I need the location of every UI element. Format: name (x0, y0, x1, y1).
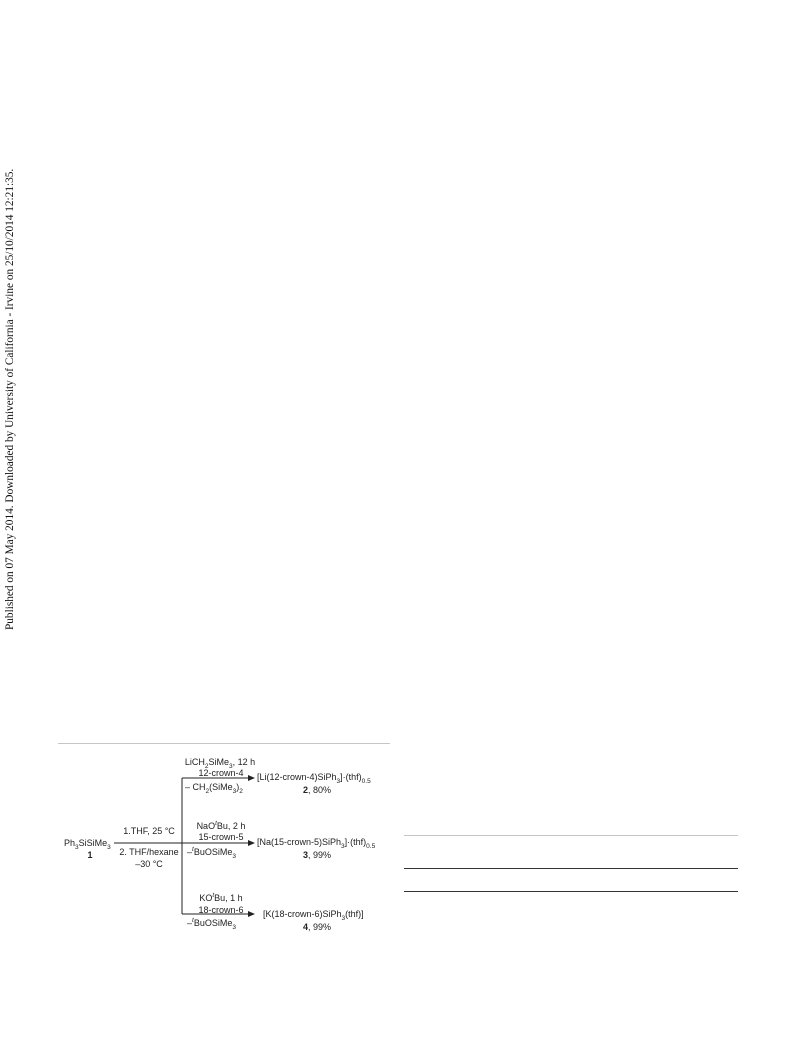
branch-1-product: $[Li(12-crown-4)SiPh_3]\cdot(thf)_{0.5}$ (257, 772, 371, 785)
starting-material: $Ph_3SiSiMe_3$ (64, 838, 111, 851)
condition-step-1: 1.THF, 25 °C (123, 826, 175, 836)
branch-2-yield: 3, 99% (302, 850, 332, 860)
compound-number: 1 (87, 850, 93, 860)
right-column-rule (404, 891, 738, 892)
reaction-scheme (58, 748, 392, 948)
branch-3-reagent: $KO^tBu$, 1 h (199, 892, 243, 903)
scheme-top-rule (58, 743, 390, 744)
branch-1-crown-ether: 12-crown-4 (198, 768, 244, 778)
right-column-rule (404, 835, 738, 836)
condition-temperature: –30 °C (135, 859, 163, 869)
branch-3-yield: 4, 99% (302, 922, 332, 932)
branch-2-reagent: NaO$^t$Bu, 2 h (196, 820, 246, 831)
download-notice: Published on 07 May 2014. Downloaded by University of California - Irvine on 25/10/2014 12:21:35. (4, 168, 16, 630)
branch-1-yield: 2, 80% (302, 785, 332, 795)
condition-step-2: 2. THF/hexane (119, 847, 179, 857)
branch-2-crown-ether: 15-crown-5 (198, 832, 244, 842)
branch-2-product: $[Na(15-crown-5)SiPh_3]\cdot(thf)_{0.5}$ (257, 837, 376, 850)
right-column-rule (404, 868, 738, 869)
branch-2-byproduct: –$^t$BuOSiMe$_3$ (187, 846, 236, 860)
branch-1-reagent: LiCH$_2$SiMe$_3$, 12 h (184, 757, 256, 770)
branch-3-byproduct: –$^t$BuOSiMe$_3$ (187, 917, 236, 931)
branch-1-byproduct: – $CH_2(SiMe_3)_2$ (185, 782, 243, 795)
branch-3-product: [K(18-crown-6)SiPh$_3$(thf)] (263, 909, 364, 922)
branch-3-crown-ether: 18-crown-6 (198, 905, 244, 915)
